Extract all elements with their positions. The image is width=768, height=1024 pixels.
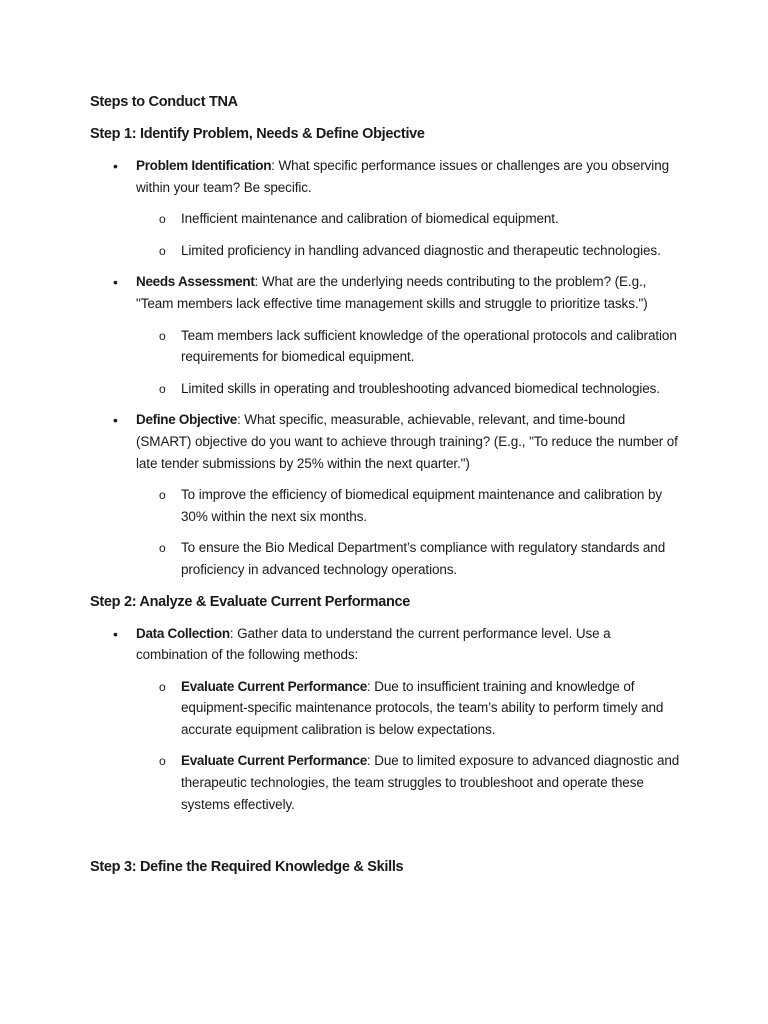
list-item-define-objective (90, 409, 680, 580)
bullet-icon: • (113, 412, 118, 429)
sub-list-item (136, 240, 680, 262)
hollow-bullet-icon: o (159, 754, 166, 769)
sub-item-text: : Due to insufficient training and knowledge of equipment-specific maintenance protocols, the team’s ability to perform timely and accurate equipment calibration is below expectations. (181, 678, 664, 737)
step-2-list (90, 623, 680, 816)
item-term: Needs Assessment (136, 274, 255, 290)
sub-item-text: Team members lack sufficient knowledge of the operational protocols and calibration requirements for biomedical equipment. (181, 327, 677, 365)
hollow-bullet-icon: o (159, 212, 166, 227)
sub-item-term: Evaluate Current Performance (181, 753, 367, 769)
sub-list (136, 325, 680, 400)
document-title: Steps to Conduct TNA (90, 94, 238, 110)
hollow-bullet-icon: o (159, 488, 166, 503)
list-item-needs-assessment (90, 271, 680, 399)
sub-item-text: Limited skills in operating and troubleshooting advanced biomedical technologies. (181, 380, 660, 396)
sub-list (136, 484, 680, 580)
item-text: : What are the underlying needs contributing to the problem? (E.g., "Team members lack effective time management skills and struggle to prioritize tasks.") (136, 274, 648, 311)
step-1-section (90, 123, 680, 581)
step-2-section (90, 591, 680, 816)
sub-item-term: Evaluate Current Performance (181, 678, 367, 694)
sub-item-text: To ensure the Bio Medical Department’s compliance with regulatory standards and proficiency in advanced technology operations. (181, 540, 666, 577)
item-term: Define Objective (136, 412, 237, 428)
hollow-bullet-icon: o (159, 381, 166, 396)
step-1-heading: Step 1: Identify Problem, Needs & Define Objective (90, 126, 425, 142)
sub-list-item (136, 537, 680, 580)
item-term: Data Collection (136, 625, 230, 641)
sub-list-item (136, 750, 680, 815)
sub-item-text: To improve the efficiency of biomedical equipment maintenance and calibration by 30% within the next six months. (181, 487, 663, 524)
sub-list-item (136, 484, 680, 527)
sub-item-text: : Due to limited exposure to advanced diagnostic and therapeutic technologies, the team struggles to troubleshoot and operate these systems effectively. (181, 753, 680, 812)
sub-list-item (136, 208, 680, 230)
sub-list (136, 208, 680, 261)
hollow-bullet-icon: o (159, 243, 166, 258)
step-3-heading: Step 3: Define the Required Knowledge & Skills (90, 859, 404, 876)
hollow-bullet-icon: o (159, 679, 166, 694)
item-text: : Gather data to understand the current performance level. Use a combination of the following methods: (136, 625, 611, 663)
sub-item-text: Limited proficiency in handling advanced diagnostic and therapeutic technologies. (181, 242, 661, 258)
step-1-list (90, 155, 680, 581)
item-text: : What specific performance issues or challenges are you observing within your team? Be specific. (136, 158, 670, 195)
sub-list-item (136, 676, 680, 741)
bullet-icon: • (113, 625, 118, 642)
step-3-section (90, 856, 680, 878)
hollow-bullet-icon: o (159, 328, 166, 343)
list-item-problem-identification (90, 155, 680, 261)
document-page (90, 91, 680, 888)
sub-list (136, 676, 680, 816)
hollow-bullet-icon: o (159, 541, 166, 556)
bullet-icon: • (113, 158, 118, 174)
list-item-data-collection (90, 623, 680, 816)
item-text: : What specific, measurable, achievable, relevant, and time-bound (SMART) objective do you want to achieve through training? (E.g., "To reduce the number of late tender submissions by 25% within the next quarter.") (136, 412, 678, 471)
sub-list-item (136, 378, 680, 400)
bullet-icon: • (113, 274, 118, 291)
item-term: Problem Identification (136, 158, 272, 173)
sub-list-item (136, 325, 680, 368)
step-2-heading: Step 2: Analyze & Evaluate Current Performance (90, 593, 411, 610)
sub-item-text: Inefficient maintenance and calibration of biomedical equipment. (181, 211, 559, 227)
